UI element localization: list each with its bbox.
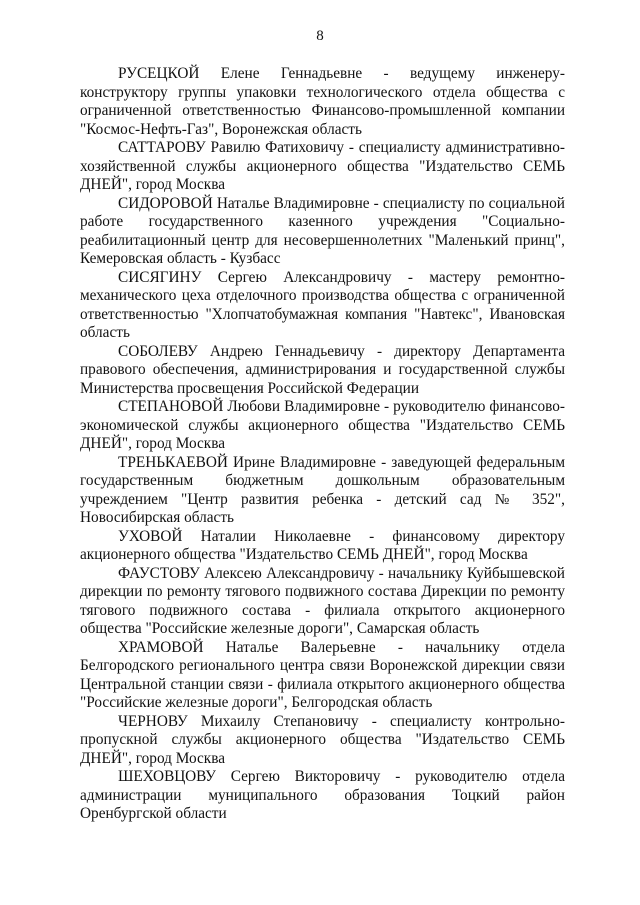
list-item xyxy=(80,454,565,528)
list-item xyxy=(80,65,565,139)
award-list xyxy=(80,65,565,824)
list-item xyxy=(80,639,565,713)
entry-text: САТТАРОВУ Равилю Фатиховичу - специалисту административно-хозяйственной службы акционерного общества "Издательство СЕМЬ ДНЕЙ", город Москва xyxy=(80,139,565,193)
entry-text: ШЕХОВЦОВУ Сергею Викторовичу - руководителю отдела администрации муниципального образования Тоцкий район Оренбургской области xyxy=(80,768,565,822)
entry-text: ТРЕНЬКАЕВОЙ Ирине Владимировне - заведующей федеральным государственным бюджетным дошкольным образовательным учреждением "Центр развития ребенка - детский сад № 352", Новосибирская область xyxy=(80,453,565,526)
list-item xyxy=(80,528,565,565)
entry-text: СОБОЛЕВУ Андрею Геннадьевичу - директору Департамента правового обеспечения, администрирования и государственной службы Министерства просвещения Российской Федерации xyxy=(80,342,565,397)
list-item xyxy=(80,768,565,824)
list-item xyxy=(80,343,565,399)
entry-text: СИДОРОВОЙ Наталье Владимировне - специалисту по социальной работе государственного казенного учреждения "Социально-реабилитационный центр для несовершеннолетних "Маленький принц", Кемеровская область - Кузбасс xyxy=(80,194,565,267)
entry-text: ФАУСТОВУ Алексею Александровичу - начальнику Куйбышевской дирекции по ремонту тягового подвижного состава Дирекции по ремонту тягового подвижного состава - филиала открытого акционерного общества "Российские железные дороги", Самарская область xyxy=(80,564,565,637)
entry-text: ЧЕРНОВУ Михаилу Степановичу - специалисту контрольно-пропускной службы акционерного общества "Издательство СЕМЬ ДНЕЙ", город Москва xyxy=(80,712,565,767)
list-item xyxy=(80,139,565,195)
list-item xyxy=(80,398,565,454)
entry-text: СИСЯГИНУ Сергею Александровичу - мастеру ремонтно-механического цеха отделочного производства общества с ограниченной ответственностью "Хлопчатобумажная компания "Навтекс", Ивановская область xyxy=(80,268,565,341)
page-number: 8 xyxy=(316,28,324,44)
list-item xyxy=(80,713,565,769)
entry-text: УХОВОЙ Наталии Николаевне - финансовому директору акционерного общества "Издательство СЕМЬ ДНЕЙ", город Москва xyxy=(80,527,565,563)
entry-text: ХРАМОВОЙ Наталье Валерьевне - начальнику отдела Белгородского регионального центра связи Воронежской дирекции связи Центральной станции связи - филиала открытого акционерного общества "Российские железные дороги", Белгородская область xyxy=(80,638,565,711)
list-item xyxy=(80,565,565,639)
list-item xyxy=(80,269,565,343)
entry-text: СТЕПАНОВОЙ Любови Владимировне - руководителю финансово-экономической службы акционерного общества "Издательство СЕМЬ ДНЕЙ", город Москва xyxy=(80,398,565,452)
entry-text: РУСЕЦКОЙ Елене Геннадьевне - ведущему инженеру-конструктору группы упаковки технологического отдела общества с ограниченной ответственностью Финансово-промышленной компании "Космос-Нефть-Газ", Воронежская область xyxy=(80,65,565,138)
list-item xyxy=(80,195,565,269)
